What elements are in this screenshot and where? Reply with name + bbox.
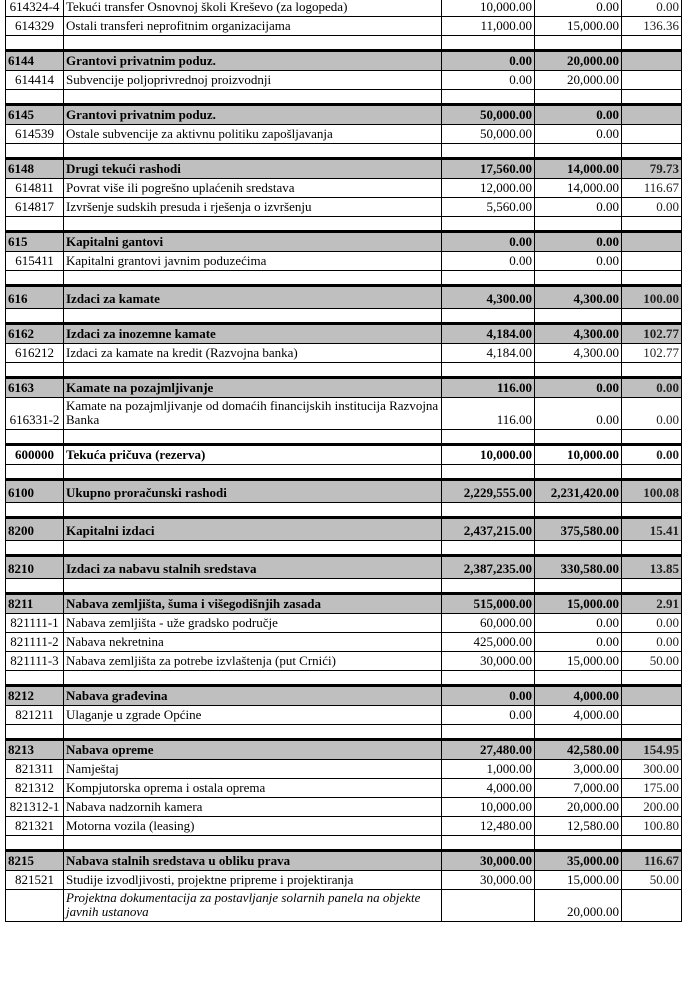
account-description: Ulaganje u zgrade Općine bbox=[64, 706, 442, 725]
value-revised: 14,000.00 bbox=[535, 159, 622, 179]
value-plan: 60,000.00 bbox=[442, 614, 535, 633]
value-revised: 0.00 bbox=[535, 378, 622, 398]
spacer-cell bbox=[64, 671, 442, 686]
account-description: Tekuća pričuva (rezerva) bbox=[64, 445, 442, 465]
spacer-cell bbox=[442, 671, 535, 686]
value-plan: 50,000.00 bbox=[442, 125, 535, 144]
account-code: 6148 bbox=[6, 159, 64, 179]
value-revised: 20,000.00 bbox=[535, 798, 622, 817]
account-description: Kapitalni gantovi bbox=[64, 232, 442, 252]
spacer-cell bbox=[6, 144, 64, 159]
row-spacer bbox=[6, 90, 682, 105]
spacer-cell bbox=[442, 725, 535, 740]
value-plan: 10,000.00 bbox=[442, 0, 535, 17]
value-index bbox=[622, 105, 682, 125]
account-code: 614539 bbox=[6, 125, 64, 144]
value-plan: 0.00 bbox=[442, 232, 535, 252]
group-header-row bbox=[6, 51, 682, 71]
value-revised: 0.00 bbox=[535, 232, 622, 252]
account-code: 614329 bbox=[6, 17, 64, 36]
spacer-cell bbox=[64, 36, 442, 51]
budget-table bbox=[5, 0, 682, 922]
spacer-cell bbox=[442, 363, 535, 378]
account-description: Ukupno proračunski rashodi bbox=[64, 480, 442, 503]
table-row bbox=[6, 344, 682, 363]
spacer-cell bbox=[6, 725, 64, 740]
group-header-row bbox=[6, 324, 682, 344]
account-description: Nabava građevina bbox=[64, 686, 442, 706]
account-code: 614817 bbox=[6, 198, 64, 217]
spacer-cell bbox=[535, 579, 622, 594]
account-description: Drugi tekući rashodi bbox=[64, 159, 442, 179]
value-index: 116.67 bbox=[622, 851, 682, 871]
spacer-cell bbox=[442, 90, 535, 105]
value-plan: 0.00 bbox=[442, 686, 535, 706]
value-plan: 116.00 bbox=[442, 378, 535, 398]
spacer-cell bbox=[6, 271, 64, 286]
spacer-cell bbox=[6, 503, 64, 518]
value-revised: 20,000.00 bbox=[535, 51, 622, 71]
value-revised: 2,231,420.00 bbox=[535, 480, 622, 503]
value-revised: 14,000.00 bbox=[535, 179, 622, 198]
group-header-row bbox=[6, 594, 682, 614]
value-revised: 15,000.00 bbox=[535, 17, 622, 36]
value-revised: 0.00 bbox=[535, 198, 622, 217]
spacer-cell bbox=[622, 671, 682, 686]
account-code: 6100 bbox=[6, 480, 64, 503]
account-description: Namještaj bbox=[64, 760, 442, 779]
spacer-cell bbox=[622, 503, 682, 518]
spacer-cell bbox=[6, 363, 64, 378]
table-row bbox=[6, 890, 682, 922]
value-plan: 0.00 bbox=[442, 252, 535, 271]
value-index: 102.77 bbox=[622, 344, 682, 363]
value-revised: 330,580.00 bbox=[535, 556, 622, 579]
spacer-cell bbox=[6, 90, 64, 105]
value-revised: 20,000.00 bbox=[535, 71, 622, 90]
value-index: 2.91 bbox=[622, 594, 682, 614]
spacer-cell bbox=[535, 90, 622, 105]
account-code: 821111-1 bbox=[6, 614, 64, 633]
value-index bbox=[622, 686, 682, 706]
spacer-cell bbox=[64, 465, 442, 480]
budget-sheet bbox=[5, 0, 681, 922]
value-index: 0.00 bbox=[622, 198, 682, 217]
value-index: 200.00 bbox=[622, 798, 682, 817]
account-description: Kapitalni izdaci bbox=[64, 518, 442, 541]
group-header-row bbox=[6, 686, 682, 706]
spacer-cell bbox=[535, 541, 622, 556]
row-spacer bbox=[6, 309, 682, 324]
table-row bbox=[6, 252, 682, 271]
value-index bbox=[622, 71, 682, 90]
spacer-cell bbox=[64, 217, 442, 232]
value-index: 13.85 bbox=[622, 556, 682, 579]
account-description: Izdaci za nabavu stalnih sredstava bbox=[64, 556, 442, 579]
value-plan: 30,000.00 bbox=[442, 652, 535, 671]
value-revised: 0.00 bbox=[535, 105, 622, 125]
value-plan: 50,000.00 bbox=[442, 105, 535, 125]
table-row bbox=[6, 760, 682, 779]
group-header-row bbox=[6, 445, 682, 465]
account-description: Izdaci za inozemne kamate bbox=[64, 324, 442, 344]
spacer-cell bbox=[622, 217, 682, 232]
value-index: 100.80 bbox=[622, 817, 682, 836]
table-row bbox=[6, 817, 682, 836]
group-header-row bbox=[6, 480, 682, 503]
account-code: 821321 bbox=[6, 817, 64, 836]
account-code: 614324-4 bbox=[6, 0, 64, 17]
spacer-cell bbox=[535, 836, 622, 851]
account-description: Kamate na pozajmljivanje bbox=[64, 378, 442, 398]
table-row bbox=[6, 179, 682, 198]
account-code: 6144 bbox=[6, 51, 64, 71]
group-header-row bbox=[6, 378, 682, 398]
spacer-cell bbox=[64, 503, 442, 518]
spacer-cell bbox=[6, 36, 64, 51]
value-plan: 1,000.00 bbox=[442, 760, 535, 779]
value-plan: 12,000.00 bbox=[442, 179, 535, 198]
spacer-cell bbox=[622, 144, 682, 159]
value-index: 175.00 bbox=[622, 779, 682, 798]
table-row bbox=[6, 17, 682, 36]
row-spacer bbox=[6, 363, 682, 378]
account-description: Nabava zemljišta za potrebe izvlaštenja (put Crnići) bbox=[64, 652, 442, 671]
value-revised: 10,000.00 bbox=[535, 445, 622, 465]
spacer-cell bbox=[622, 430, 682, 445]
account-code: 821111-3 bbox=[6, 652, 64, 671]
account-code: 821312 bbox=[6, 779, 64, 798]
value-revised: 4,300.00 bbox=[535, 286, 622, 309]
account-code: 615 bbox=[6, 232, 64, 252]
account-description: Nabava stalnih sredstava u obliku prava bbox=[64, 851, 442, 871]
value-revised: 0.00 bbox=[535, 0, 622, 17]
value-plan: 2,437,215.00 bbox=[442, 518, 535, 541]
account-description: Kapitalni grantovi javnim poduzećima bbox=[64, 252, 442, 271]
spacer-cell bbox=[622, 541, 682, 556]
value-plan: 17,560.00 bbox=[442, 159, 535, 179]
spacer-cell bbox=[622, 465, 682, 480]
spacer-cell bbox=[535, 217, 622, 232]
spacer-cell bbox=[442, 144, 535, 159]
account-code: 821312-1 bbox=[6, 798, 64, 817]
row-spacer bbox=[6, 217, 682, 232]
table-row bbox=[6, 779, 682, 798]
value-plan: 116.00 bbox=[442, 398, 535, 430]
spacer-cell bbox=[442, 503, 535, 518]
row-spacer bbox=[6, 836, 682, 851]
table-row bbox=[6, 798, 682, 817]
account-code: 616212 bbox=[6, 344, 64, 363]
group-header-row bbox=[6, 851, 682, 871]
value-revised: 0.00 bbox=[535, 398, 622, 430]
value-index: 0.00 bbox=[622, 633, 682, 652]
row-spacer bbox=[6, 36, 682, 51]
account-code: 8212 bbox=[6, 686, 64, 706]
value-revised: 42,580.00 bbox=[535, 740, 622, 760]
table-row bbox=[6, 198, 682, 217]
group-header-row bbox=[6, 286, 682, 309]
account-description: Povrat više ili pogrešno uplaćenih sredstava bbox=[64, 179, 442, 198]
table-row bbox=[6, 633, 682, 652]
value-revised: 375,580.00 bbox=[535, 518, 622, 541]
value-plan: 4,300.00 bbox=[442, 286, 535, 309]
account-description: Subvencije poljoprivrednoj proizvodnji bbox=[64, 71, 442, 90]
account-code: 8213 bbox=[6, 740, 64, 760]
value-revised: 15,000.00 bbox=[535, 871, 622, 890]
value-revised: 7,000.00 bbox=[535, 779, 622, 798]
value-plan: 0.00 bbox=[442, 51, 535, 71]
value-revised: 35,000.00 bbox=[535, 851, 622, 871]
value-plan: 4,184.00 bbox=[442, 344, 535, 363]
spacer-cell bbox=[442, 36, 535, 51]
spacer-cell bbox=[64, 90, 442, 105]
spacer-cell bbox=[442, 541, 535, 556]
value-revised: 4,300.00 bbox=[535, 324, 622, 344]
row-spacer bbox=[6, 465, 682, 480]
value-index: 100.00 bbox=[622, 286, 682, 309]
value-index: 0.00 bbox=[622, 614, 682, 633]
table-row bbox=[6, 614, 682, 633]
account-description: Nabava nekretnina bbox=[64, 633, 442, 652]
spacer-cell bbox=[64, 309, 442, 324]
spacer-cell bbox=[622, 309, 682, 324]
value-index: 50.00 bbox=[622, 871, 682, 890]
value-revised: 0.00 bbox=[535, 252, 622, 271]
row-spacer bbox=[6, 271, 682, 286]
spacer-cell bbox=[64, 144, 442, 159]
spacer-cell bbox=[442, 271, 535, 286]
group-header-row bbox=[6, 232, 682, 252]
value-index: 50.00 bbox=[622, 652, 682, 671]
value-plan: 2,387,235.00 bbox=[442, 556, 535, 579]
value-revised: 0.00 bbox=[535, 633, 622, 652]
account-description: Tekući transfer Osnovnoj školi Kreševo (za logopeda) bbox=[64, 0, 442, 17]
spacer-cell bbox=[64, 541, 442, 556]
value-plan: 4,184.00 bbox=[442, 324, 535, 344]
value-index: 154.95 bbox=[622, 740, 682, 760]
value-index: 79.73 bbox=[622, 159, 682, 179]
value-revised: 4,000.00 bbox=[535, 686, 622, 706]
value-plan: 10,000.00 bbox=[442, 445, 535, 465]
spacer-cell bbox=[6, 579, 64, 594]
value-index: 116.67 bbox=[622, 179, 682, 198]
group-header-row bbox=[6, 105, 682, 125]
account-description: Projektna dokumentacija za postavljanje solarnih panela na objekte javnih ustanova bbox=[64, 890, 442, 922]
row-spacer bbox=[6, 579, 682, 594]
spacer-cell bbox=[64, 579, 442, 594]
account-code: 600000 bbox=[6, 445, 64, 465]
account-code: 616331-2 bbox=[6, 398, 64, 430]
spacer-cell bbox=[6, 541, 64, 556]
table-row bbox=[6, 71, 682, 90]
value-plan: 4,000.00 bbox=[442, 779, 535, 798]
spacer-cell bbox=[442, 217, 535, 232]
account-code: 6145 bbox=[6, 105, 64, 125]
spacer-cell bbox=[535, 36, 622, 51]
account-description: Grantovi privatnim poduz. bbox=[64, 105, 442, 125]
spacer-cell bbox=[6, 836, 64, 851]
account-code: 614811 bbox=[6, 179, 64, 198]
table-row bbox=[6, 871, 682, 890]
account-description: Studije izvodljivosti, projektne pripreme i projektiranja bbox=[64, 871, 442, 890]
spacer-cell bbox=[535, 363, 622, 378]
value-revised: 20,000.00 bbox=[535, 890, 622, 922]
value-index: 0.00 bbox=[622, 0, 682, 17]
spacer-cell bbox=[622, 363, 682, 378]
row-spacer bbox=[6, 503, 682, 518]
account-code: 6162 bbox=[6, 324, 64, 344]
value-revised: 15,000.00 bbox=[535, 652, 622, 671]
spacer-cell bbox=[6, 217, 64, 232]
value-plan: 425,000.00 bbox=[442, 633, 535, 652]
table-row bbox=[6, 398, 682, 430]
spacer-cell bbox=[442, 309, 535, 324]
value-plan: 2,229,555.00 bbox=[442, 480, 535, 503]
value-plan: 5,560.00 bbox=[442, 198, 535, 217]
table-row bbox=[6, 125, 682, 144]
account-code: 8215 bbox=[6, 851, 64, 871]
spacer-cell bbox=[442, 430, 535, 445]
row-spacer bbox=[6, 144, 682, 159]
value-index bbox=[622, 706, 682, 725]
value-index bbox=[622, 890, 682, 922]
spacer-cell bbox=[535, 144, 622, 159]
row-spacer bbox=[6, 430, 682, 445]
value-plan: 12,480.00 bbox=[442, 817, 535, 836]
account-code: 821111-2 bbox=[6, 633, 64, 652]
account-code: 8211 bbox=[6, 594, 64, 614]
spacer-cell bbox=[535, 430, 622, 445]
value-index: 136.36 bbox=[622, 17, 682, 36]
spacer-cell bbox=[6, 309, 64, 324]
value-plan bbox=[442, 890, 535, 922]
spacer-cell bbox=[64, 430, 442, 445]
value-revised: 3,000.00 bbox=[535, 760, 622, 779]
budget-rows bbox=[6, 0, 682, 922]
row-spacer bbox=[6, 725, 682, 740]
value-index bbox=[622, 232, 682, 252]
value-plan: 515,000.00 bbox=[442, 594, 535, 614]
value-plan: 27,480.00 bbox=[442, 740, 535, 760]
account-description: Ostali transferi neprofitnim organizacijama bbox=[64, 17, 442, 36]
value-revised: 12,580.00 bbox=[535, 817, 622, 836]
account-description: Grantovi privatnim poduz. bbox=[64, 51, 442, 71]
account-code bbox=[6, 890, 64, 922]
table-row bbox=[6, 652, 682, 671]
spacer-cell bbox=[6, 465, 64, 480]
group-header-row bbox=[6, 159, 682, 179]
spacer-cell bbox=[442, 579, 535, 594]
value-index bbox=[622, 125, 682, 144]
value-index: 102.77 bbox=[622, 324, 682, 344]
value-plan: 0.00 bbox=[442, 706, 535, 725]
spacer-cell bbox=[64, 271, 442, 286]
account-description: Izvršenje sudskih presuda i rješenja o izvršenju bbox=[64, 198, 442, 217]
value-index bbox=[622, 252, 682, 271]
value-index: 100.08 bbox=[622, 480, 682, 503]
account-code: 614414 bbox=[6, 71, 64, 90]
value-index: 0.00 bbox=[622, 398, 682, 430]
account-description: Nabava zemljišta, šuma i višegodišnjih zasada bbox=[64, 594, 442, 614]
spacer-cell bbox=[622, 271, 682, 286]
spacer-cell bbox=[622, 725, 682, 740]
account-code: 616 bbox=[6, 286, 64, 309]
value-plan: 10,000.00 bbox=[442, 798, 535, 817]
table-row bbox=[6, 0, 682, 17]
value-index: 15.41 bbox=[622, 518, 682, 541]
spacer-cell bbox=[6, 671, 64, 686]
spacer-cell bbox=[622, 90, 682, 105]
value-revised: 4,000.00 bbox=[535, 706, 622, 725]
table-row bbox=[6, 706, 682, 725]
spacer-cell bbox=[64, 836, 442, 851]
value-revised: 15,000.00 bbox=[535, 594, 622, 614]
spacer-cell bbox=[64, 725, 442, 740]
account-description: Izdaci za kamate na kredit (Razvojna banka) bbox=[64, 344, 442, 363]
spacer-cell bbox=[535, 671, 622, 686]
value-plan: 30,000.00 bbox=[442, 851, 535, 871]
spacer-cell bbox=[535, 465, 622, 480]
value-revised: 4,300.00 bbox=[535, 344, 622, 363]
spacer-cell bbox=[535, 271, 622, 286]
account-code: 615411 bbox=[6, 252, 64, 271]
value-index bbox=[622, 51, 682, 71]
value-index: 0.00 bbox=[622, 378, 682, 398]
value-plan: 30,000.00 bbox=[442, 871, 535, 890]
value-index: 300.00 bbox=[622, 760, 682, 779]
value-plan: 0.00 bbox=[442, 71, 535, 90]
account-description: Izdaci za kamate bbox=[64, 286, 442, 309]
group-header-row bbox=[6, 518, 682, 541]
group-header-row bbox=[6, 556, 682, 579]
account-code: 8210 bbox=[6, 556, 64, 579]
spacer-cell bbox=[535, 309, 622, 324]
value-index: 0.00 bbox=[622, 445, 682, 465]
account-description: Nabava nadzornih kamera bbox=[64, 798, 442, 817]
account-code: 6163 bbox=[6, 378, 64, 398]
account-description: Kamate na pozajmljivanje od domaćih financijskih institucija Razvojna Banka bbox=[64, 398, 442, 430]
spacer-cell bbox=[622, 579, 682, 594]
account-code: 8200 bbox=[6, 518, 64, 541]
value-plan: 11,000.00 bbox=[442, 17, 535, 36]
spacer-cell bbox=[442, 836, 535, 851]
account-code: 821521 bbox=[6, 871, 64, 890]
spacer-cell bbox=[535, 725, 622, 740]
account-description: Ostale subvencije za aktivnu politiku zapošljavanja bbox=[64, 125, 442, 144]
value-revised: 0.00 bbox=[535, 614, 622, 633]
row-spacer bbox=[6, 671, 682, 686]
account-description: Motorna vozila (leasing) bbox=[64, 817, 442, 836]
account-description: Nabava opreme bbox=[64, 740, 442, 760]
spacer-cell bbox=[64, 363, 442, 378]
account-code: 821311 bbox=[6, 760, 64, 779]
spacer-cell bbox=[622, 836, 682, 851]
spacer-cell bbox=[6, 430, 64, 445]
spacer-cell bbox=[442, 465, 535, 480]
row-spacer bbox=[6, 541, 682, 556]
value-revised: 0.00 bbox=[535, 125, 622, 144]
spacer-cell bbox=[622, 36, 682, 51]
spacer-cell bbox=[535, 503, 622, 518]
account-description: Kompjutorska oprema i ostala oprema bbox=[64, 779, 442, 798]
account-description: Nabava zemljišta - uže gradsko područje bbox=[64, 614, 442, 633]
group-header-row bbox=[6, 740, 682, 760]
account-code: 821211 bbox=[6, 706, 64, 725]
